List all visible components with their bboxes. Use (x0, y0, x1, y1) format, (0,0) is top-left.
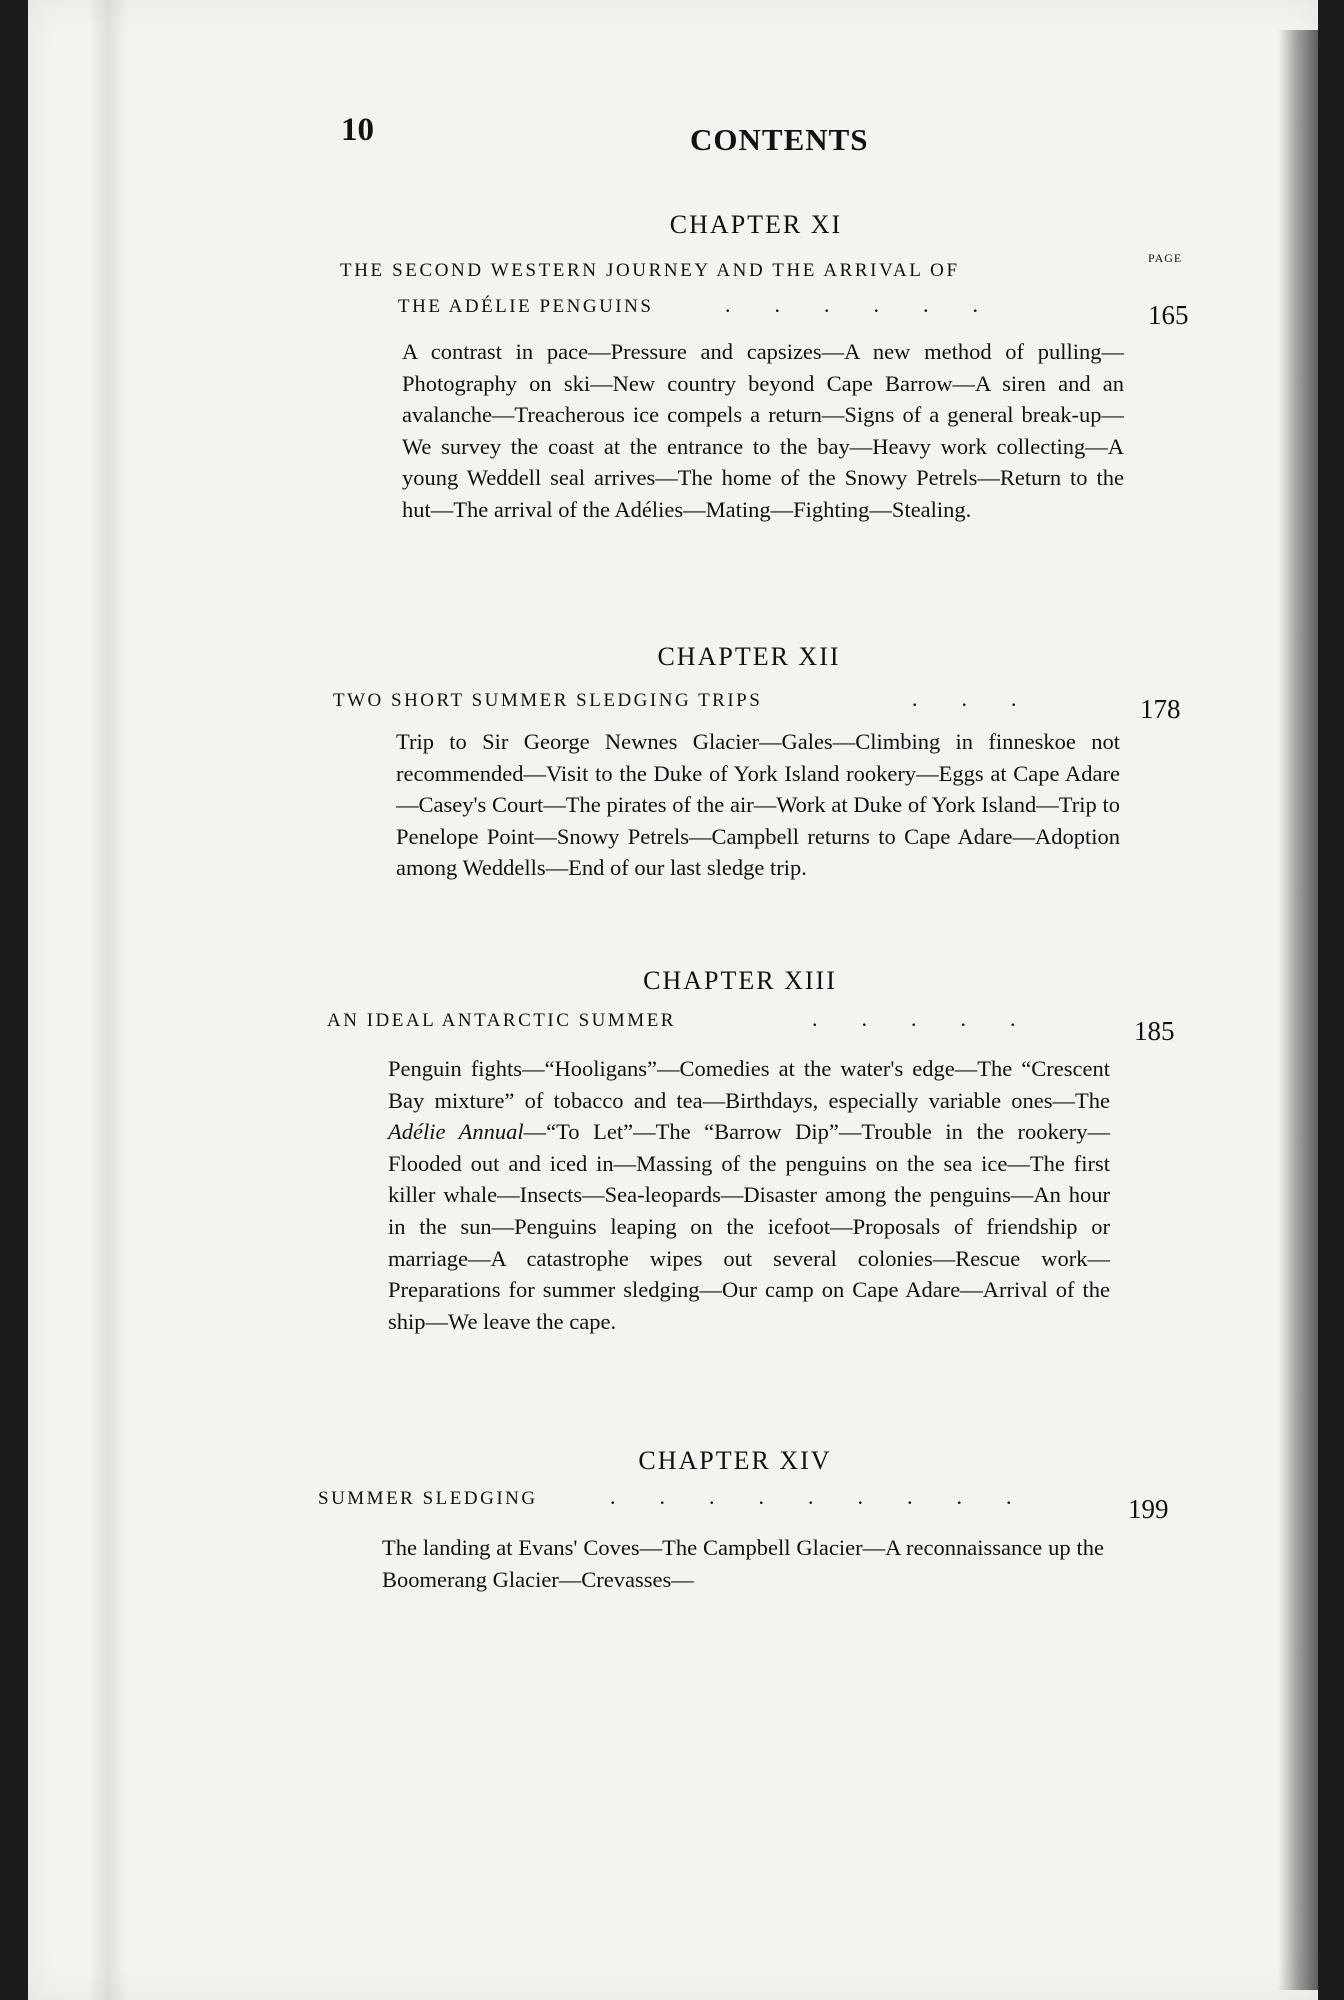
chapter-heading: CHAPTER XII (657, 642, 841, 671)
chapter-heading: CHAPTER XI (669, 210, 843, 239)
dot-leader: ......... (610, 1484, 1056, 1509)
binding-shadow (88, 0, 128, 2000)
chapter-title-line: SUMMER SLEDGING (318, 1488, 538, 1509)
chapter-summary: Trip to Sir George Newnes Glacier—Gales—Climbing in finneskoe not recommended—Visit to the Duke of York Island rookery—Eggs at Cape Adare—Casey's Court—The pirates of the air—Work at Duke of York Island—Trip to Penelope Point—Snowy Petrels—Campbell returns to Cape Adare—Adoption among Weddells—End of our last sledge trip. (396, 729, 1120, 881)
dot-leader: ..... (812, 1006, 1060, 1031)
page-number: 10 (341, 112, 374, 148)
page-edge-shadow (1278, 30, 1318, 1990)
chapter-summary: The landing at Evans' Coves—The Campbell Glacier—A reconnaissance up the Boomerang Glacier—Crevasses— (382, 1535, 1104, 1592)
chapter-page-number: 199 (1128, 1494, 1169, 1524)
chapter-title-line: TWO SHORT SUMMER SLEDGING TRIPS (333, 690, 763, 711)
summary-text: Penguin fights—“Hooligans”—Comedies at the water's edge—The “Crescent Bay mixture” of tobacco and tea—Birthdays, especially variable ones—The (388, 1056, 1110, 1113)
book-page (28, 0, 1318, 2000)
page-column-label: PAGE (1148, 251, 1183, 265)
chapter-page-number: 165 (1148, 300, 1189, 330)
chapter-heading: CHAPTER XIV (638, 1446, 832, 1475)
dot-leader: ...... (725, 292, 1022, 317)
chapter-page-number: 185 (1134, 1016, 1175, 1046)
dot-leader: ... (912, 686, 1061, 711)
chapter-title-line: THE SECOND WESTERN JOURNEY AND THE ARRIVAL OF (340, 260, 960, 281)
chapter-heading: CHAPTER XIII (643, 966, 837, 995)
chapter-title-line: AN IDEAL ANTARCTIC SUMMER (327, 1010, 676, 1031)
running-head: CONTENTS (690, 122, 869, 157)
chapter-summary: A contrast in pace—Pressure and capsizes—A new method of pulling—Photography on ski—New country beyond Cape Barrow—A siren and an avalanche—Treacherous ice compels a return—Signs of a general break-up—We survey the coast at the entrance to the bay—Heavy work collecting—A young Weddell seal arrives—The home of the Snowy Petrels—Return to the hut—The arrival of the Adélies—Mating—Fighting—Stealing. (402, 339, 1124, 522)
chapter-title-line: THE ADÉLIE PENGUINS (398, 296, 654, 317)
summary-italic-title: Adélie Annual (388, 1119, 524, 1145)
chapter-page-number: 178 (1140, 694, 1181, 724)
chapter-summary (388, 1053, 1110, 1337)
summary-text: —“To Let”—The “Barrow Dip”—Trouble in the rookery—Flooded out and iced in—Massing of the penguins on the sea ice—The first killer whale—Insects—Sea-leopards—Disaster among the penguins—An hour in the sun—Penguins leaping on the icefoot—Proposals of friendship or marriage—A catastrophe wipes out several colonies—Rescue work—Preparations for summer sledging—Our camp on Cape Adare—Arrival of the ship—We leave the cape. (388, 1119, 1110, 1334)
